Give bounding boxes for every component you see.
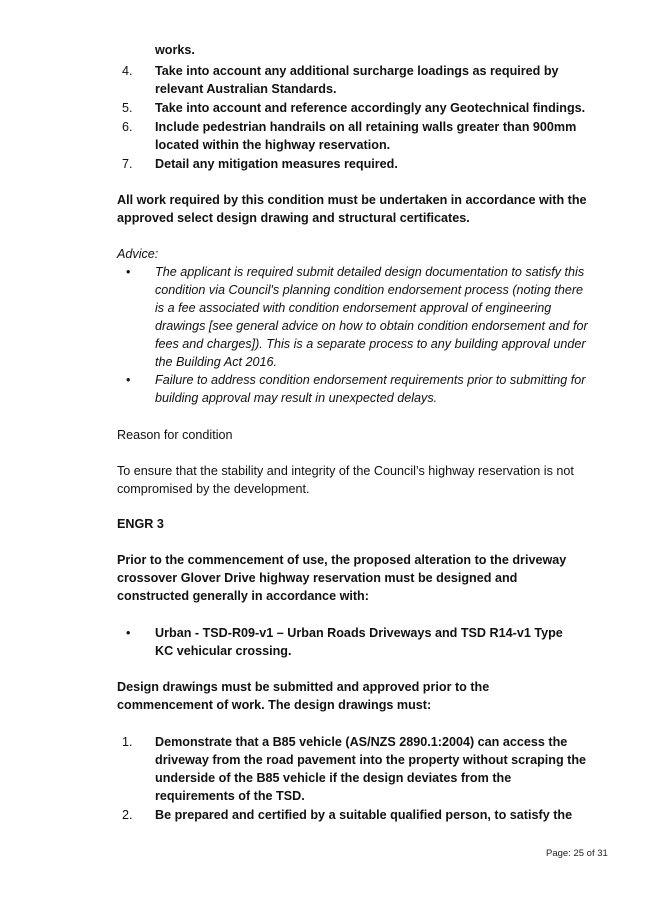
advice-bullet-2-symbol: • — [126, 373, 131, 387]
engr3-list-item-1-line-1: Demonstrate that a B85 vehicle (AS/NZS 2890.1:2004) can access the — [155, 735, 568, 749]
advice-bullet-1-line-4: drawings [see general advice on how to obtain condition endorsement and for — [155, 319, 588, 333]
advice-bullet-2-line-2: building approval may result in unexpected delays. — [155, 391, 438, 405]
engr3-list-number-2: 2. — [122, 808, 133, 822]
engr3-design-para-line-1: Design drawings must be submitted and approved prior to the — [117, 680, 490, 694]
engr3-bullet-line-2: KC vehicular crossing. — [155, 644, 292, 658]
engr3-design-para-line-2: commencement of work. The design drawings must: — [117, 698, 432, 712]
list-item-5-line-1: Take into account and reference accordingly any Geotechnical findings. — [155, 101, 586, 115]
page-number: Page: 25 of 31 — [546, 848, 608, 859]
advice-bullet-2-line-1: Failure to address condition endorsement requirements prior to submitting for — [155, 373, 586, 387]
engr3-list-item-1-line-3: underside of the B85 vehicle if the design deviates from the — [155, 771, 512, 785]
reason-line-2: compromised by the development. — [117, 482, 310, 496]
requirement-paragraph-line-2: approved select design drawing and structural certificates. — [117, 211, 470, 225]
list-number-7: 7. — [122, 157, 133, 171]
list-number-4: 4. — [122, 64, 133, 78]
advice-heading: Advice: — [117, 247, 159, 261]
engr3-bullet-symbol: • — [126, 626, 131, 640]
engr3-bullet-line-1: Urban - TSD-R09-v1 – Urban Roads Driveways and TSD R14-v1 Type — [155, 626, 563, 640]
engr3-list-item-2-line-1: Be prepared and certified by a suitable qualified person, to satisfy the — [155, 808, 573, 822]
engr3-list-item-1-line-4: requirements of the TSD. — [155, 789, 305, 803]
engr3-intro-line-1: Prior to the commencement of use, the proposed alteration to the driveway — [117, 553, 567, 567]
list-number-5: 5. — [122, 101, 133, 115]
advice-bullet-1-line-6: the Building Act 2016. — [155, 355, 278, 369]
advice-bullet-1-line-5: fees and charges]). This is a separate process to any building approval under — [155, 337, 586, 351]
list-number-6: 6. — [122, 120, 133, 134]
advice-bullet-1-line-3: is a fee associated with condition endorsement approval of engineering — [155, 301, 552, 315]
list-item-4-line-2: relevant Australian Standards. — [155, 82, 337, 96]
advice-bullet-1-symbol: • — [126, 265, 131, 279]
reason-heading: Reason for condition — [117, 428, 233, 442]
advice-bullet-1-line-1: The applicant is required submit detailed design documentation to satisfy this — [155, 265, 585, 279]
list-item-3-tail: works. — [155, 43, 195, 57]
list-item-4-line-1: Take into account any additional surcharge loadings as required by — [155, 64, 559, 78]
engr3-list-number-1: 1. — [122, 735, 133, 749]
advice-bullet-1-line-2: condition via Council's planning condition endorsement process (noting there — [155, 283, 584, 297]
reason-line-1: To ensure that the stability and integrity of the Council’s highway reservation is not — [117, 464, 574, 478]
engr3-intro-line-3: constructed generally in accordance with: — [117, 589, 369, 603]
requirement-paragraph-line-1: All work required by this condition must be undertaken in accordance with the — [117, 193, 587, 207]
engr3-list-item-1-line-2: driveway from the road pavement into the property without scraping the — [155, 753, 587, 767]
list-item-6-line-2: located within the highway reservation. — [155, 138, 391, 152]
engr3-heading: ENGR 3 — [117, 517, 164, 531]
engr3-intro-line-2: crossover Glover Drive highway reservation must be designed and — [117, 571, 518, 585]
list-item-6-line-1: Include pedestrian handrails on all retaining walls greater than 900mm — [155, 120, 577, 134]
list-item-7-line-1: Detail any mitigation measures required. — [155, 157, 398, 171]
